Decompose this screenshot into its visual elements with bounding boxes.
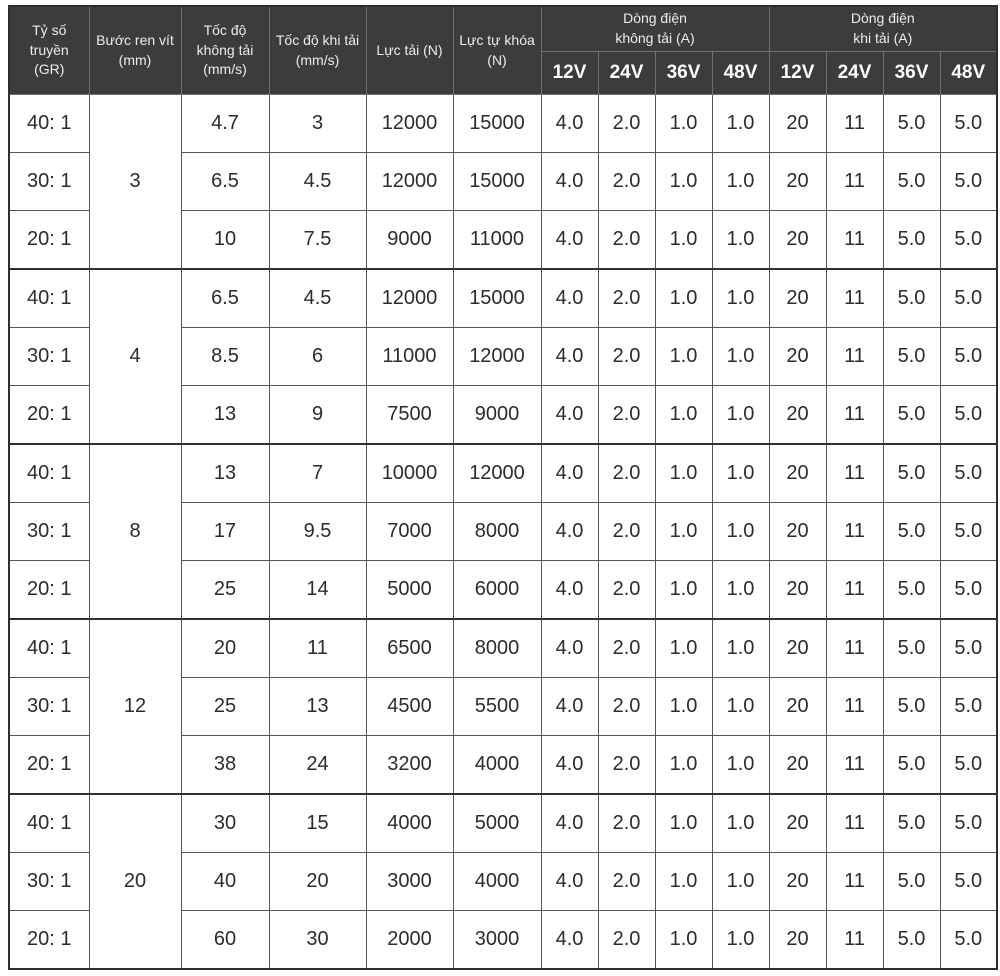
cell-no-load-speed: 38	[181, 736, 269, 795]
cell-self-lock-force: 8000	[453, 619, 541, 678]
cell-current: 4.0	[541, 95, 598, 153]
group-header-load-current	[769, 6, 997, 52]
cell-current: 2.0	[598, 794, 655, 853]
group-header-line: Dòng điện	[850, 10, 915, 27]
cell-current: 1.0	[655, 678, 712, 736]
cell-no-load-speed: 60	[181, 911, 269, 970]
cell-current: 4.0	[541, 736, 598, 795]
cell-current: 2.0	[598, 619, 655, 678]
cell-gear-ratio: 30: 1	[9, 853, 89, 911]
cell-current: 2.0	[598, 911, 655, 970]
cell-current: 5.0	[940, 153, 997, 211]
col-header-self-lock-force: Lực tự khóa (N)	[453, 6, 541, 95]
col-header-no-load-speed: Tốc độ không tải (mm/s)	[181, 6, 269, 95]
cell-current: 1.0	[712, 95, 769, 153]
cell-gear-ratio: 40: 1	[9, 95, 89, 153]
cell-current: 1.0	[655, 736, 712, 795]
cell-current: 4.0	[541, 853, 598, 911]
cell-current: 5.0	[940, 853, 997, 911]
cell-gear-ratio: 20: 1	[9, 736, 89, 795]
cell-load-speed: 7.5	[269, 211, 366, 270]
cell-current: 1.0	[655, 328, 712, 386]
cell-current: 1.0	[655, 95, 712, 153]
cell-current: 11	[826, 678, 883, 736]
cell-gear-ratio: 30: 1	[9, 503, 89, 561]
cell-current: 5.0	[940, 269, 997, 328]
cell-current: 2.0	[598, 153, 655, 211]
cell-current: 1.0	[712, 269, 769, 328]
cell-load-force: 12000	[366, 269, 453, 328]
cell-self-lock-force: 8000	[453, 503, 541, 561]
cell-no-load-speed: 8.5	[181, 328, 269, 386]
cell-current: 20	[769, 211, 826, 270]
cell-current: 2.0	[598, 503, 655, 561]
cell-current: 11	[826, 444, 883, 503]
cell-current: 1.0	[712, 794, 769, 853]
cell-current: 5.0	[940, 503, 997, 561]
table-row	[9, 269, 997, 328]
cell-self-lock-force: 15000	[453, 95, 541, 153]
cell-screw-pitch: 4	[89, 269, 181, 444]
volt-header-12v: 12V	[541, 52, 598, 95]
cell-current: 11	[826, 619, 883, 678]
cell-gear-ratio: 30: 1	[9, 153, 89, 211]
cell-load-force: 3000	[366, 853, 453, 911]
cell-current: 5.0	[883, 444, 940, 503]
cell-load-speed: 3	[269, 95, 366, 153]
cell-current: 1.0	[712, 736, 769, 795]
cell-current: 4.0	[541, 794, 598, 853]
cell-current: 20	[769, 736, 826, 795]
cell-current: 20	[769, 911, 826, 970]
volt-header-24v: 24V	[826, 52, 883, 95]
cell-current: 20	[769, 444, 826, 503]
cell-current: 4.0	[541, 386, 598, 445]
cell-current: 1.0	[655, 561, 712, 620]
cell-current: 2.0	[598, 444, 655, 503]
cell-current: 5.0	[940, 328, 997, 386]
cell-load-speed: 13	[269, 678, 366, 736]
cell-current: 1.0	[655, 911, 712, 970]
cell-current: 1.0	[655, 211, 712, 270]
cell-current: 20	[769, 503, 826, 561]
cell-current: 4.0	[541, 211, 598, 270]
volt-header-48v: 48V	[940, 52, 997, 95]
cell-load-force: 12000	[366, 95, 453, 153]
cell-current: 11	[826, 386, 883, 445]
cell-load-speed: 4.5	[269, 153, 366, 211]
cell-gear-ratio: 40: 1	[9, 444, 89, 503]
cell-self-lock-force: 12000	[453, 444, 541, 503]
cell-current: 5.0	[883, 911, 940, 970]
cell-load-speed: 30	[269, 911, 366, 970]
cell-load-force: 11000	[366, 328, 453, 386]
volt-header-24v: 24V	[598, 52, 655, 95]
cell-current: 4.0	[541, 269, 598, 328]
cell-self-lock-force: 9000	[453, 386, 541, 445]
cell-gear-ratio: 20: 1	[9, 561, 89, 620]
cell-current: 4.0	[541, 444, 598, 503]
group-header-line: không tải (A)	[615, 30, 695, 46]
cell-current: 1.0	[655, 444, 712, 503]
cell-current: 2.0	[598, 328, 655, 386]
cell-current: 5.0	[940, 561, 997, 620]
cell-gear-ratio: 40: 1	[9, 619, 89, 678]
cell-load-speed: 9.5	[269, 503, 366, 561]
cell-self-lock-force: 6000	[453, 561, 541, 620]
cell-load-force: 9000	[366, 211, 453, 270]
cell-load-force: 7500	[366, 386, 453, 445]
cell-current: 5.0	[883, 794, 940, 853]
cell-current: 20	[769, 794, 826, 853]
cell-screw-pitch: 3	[89, 95, 181, 270]
cell-current: 20	[769, 561, 826, 620]
cell-current: 2.0	[598, 386, 655, 445]
cell-current: 11	[826, 794, 883, 853]
cell-current: 1.0	[712, 619, 769, 678]
cell-self-lock-force: 4000	[453, 736, 541, 795]
cell-load-force: 10000	[366, 444, 453, 503]
cell-load-force: 4500	[366, 678, 453, 736]
cell-gear-ratio: 40: 1	[9, 269, 89, 328]
spec-table	[8, 5, 998, 970]
cell-current: 5.0	[883, 386, 940, 445]
cell-current: 5.0	[940, 386, 997, 445]
cell-current: 20	[769, 853, 826, 911]
col-header-gear-ratio: Tỷ số truyền (GR)	[9, 6, 89, 95]
cell-current: 20	[769, 153, 826, 211]
cell-current: 1.0	[712, 678, 769, 736]
cell-current: 5.0	[883, 678, 940, 736]
cell-self-lock-force: 15000	[453, 269, 541, 328]
cell-current: 5.0	[883, 211, 940, 270]
cell-no-load-speed: 25	[181, 561, 269, 620]
cell-load-speed: 14	[269, 561, 366, 620]
cell-current: 1.0	[655, 386, 712, 445]
cell-current: 5.0	[940, 736, 997, 795]
cell-current: 11	[826, 736, 883, 795]
cell-current: 20	[769, 386, 826, 445]
cell-current: 2.0	[598, 211, 655, 270]
cell-load-force: 5000	[366, 561, 453, 620]
col-header-screw-pitch: Bước ren vít (mm)	[89, 6, 181, 95]
cell-current: 2.0	[598, 678, 655, 736]
cell-load-speed: 6	[269, 328, 366, 386]
cell-current: 4.0	[541, 328, 598, 386]
cell-current: 1.0	[712, 853, 769, 911]
cell-current: 11	[826, 211, 883, 270]
cell-current: 5.0	[940, 794, 997, 853]
cell-current: 1.0	[712, 503, 769, 561]
cell-current: 1.0	[655, 794, 712, 853]
cell-current: 4.0	[541, 911, 598, 970]
cell-no-load-speed: 20	[181, 619, 269, 678]
cell-self-lock-force: 15000	[453, 153, 541, 211]
cell-current: 11	[826, 561, 883, 620]
cell-load-force: 6500	[366, 619, 453, 678]
cell-self-lock-force: 11000	[453, 211, 541, 270]
cell-no-load-speed: 13	[181, 386, 269, 445]
cell-current: 5.0	[883, 95, 940, 153]
cell-self-lock-force: 4000	[453, 853, 541, 911]
cell-current: 5.0	[940, 911, 997, 970]
cell-current: 1.0	[712, 911, 769, 970]
cell-self-lock-force: 5000	[453, 794, 541, 853]
cell-load-force: 4000	[366, 794, 453, 853]
cell-current: 5.0	[940, 619, 997, 678]
cell-current: 11	[826, 269, 883, 328]
cell-current: 5.0	[883, 853, 940, 911]
cell-gear-ratio: 20: 1	[9, 386, 89, 445]
table-row	[9, 794, 997, 853]
cell-screw-pitch: 8	[89, 444, 181, 619]
cell-no-load-speed: 30	[181, 794, 269, 853]
table-row	[9, 95, 997, 153]
volt-header-36v: 36V	[883, 52, 940, 95]
cell-current: 5.0	[883, 153, 940, 211]
table-row	[9, 619, 997, 678]
cell-current: 5.0	[883, 736, 940, 795]
cell-current: 20	[769, 678, 826, 736]
cell-current: 1.0	[655, 503, 712, 561]
cell-load-speed: 9	[269, 386, 366, 445]
cell-current: 5.0	[940, 678, 997, 736]
cell-gear-ratio: 30: 1	[9, 678, 89, 736]
cell-current: 4.0	[541, 619, 598, 678]
cell-current: 2.0	[598, 95, 655, 153]
cell-no-load-speed: 40	[181, 853, 269, 911]
cell-load-force: 2000	[366, 911, 453, 970]
volt-header-48v: 48V	[712, 52, 769, 95]
cell-current: 2.0	[598, 561, 655, 620]
cell-no-load-speed: 10	[181, 211, 269, 270]
cell-screw-pitch: 20	[89, 794, 181, 969]
cell-load-force: 7000	[366, 503, 453, 561]
cell-current: 4.0	[541, 561, 598, 620]
cell-current: 2.0	[598, 269, 655, 328]
cell-load-speed: 24	[269, 736, 366, 795]
cell-current: 2.0	[598, 853, 655, 911]
cell-load-speed: 4.5	[269, 269, 366, 328]
cell-load-speed: 11	[269, 619, 366, 678]
cell-current: 2.0	[598, 736, 655, 795]
volt-header-12v: 12V	[769, 52, 826, 95]
cell-current: 20	[769, 269, 826, 328]
cell-screw-pitch: 12	[89, 619, 181, 794]
cell-current: 5.0	[883, 561, 940, 620]
cell-current: 1.0	[712, 444, 769, 503]
cell-gear-ratio: 30: 1	[9, 328, 89, 386]
cell-current: 4.0	[541, 153, 598, 211]
cell-no-load-speed: 25	[181, 678, 269, 736]
cell-self-lock-force: 3000	[453, 911, 541, 970]
cell-current: 4.0	[541, 678, 598, 736]
cell-current: 1.0	[712, 153, 769, 211]
cell-gear-ratio: 40: 1	[9, 794, 89, 853]
cell-current: 11	[826, 95, 883, 153]
cell-no-load-speed: 4.7	[181, 95, 269, 153]
cell-current: 11	[826, 153, 883, 211]
cell-current: 5.0	[940, 95, 997, 153]
cell-gear-ratio: 20: 1	[9, 911, 89, 970]
cell-load-speed: 20	[269, 853, 366, 911]
cell-load-speed: 15	[269, 794, 366, 853]
cell-current: 20	[769, 619, 826, 678]
cell-current: 11	[826, 853, 883, 911]
col-header-load-force: Lực tải (N)	[366, 6, 453, 95]
cell-current: 5.0	[940, 444, 997, 503]
cell-no-load-speed: 17	[181, 503, 269, 561]
cell-current: 5.0	[883, 269, 940, 328]
volt-header-36v: 36V	[655, 52, 712, 95]
cell-self-lock-force: 5500	[453, 678, 541, 736]
cell-current: 1.0	[655, 153, 712, 211]
cell-current: 1.0	[655, 269, 712, 328]
cell-current: 4.0	[541, 503, 598, 561]
cell-current: 1.0	[712, 561, 769, 620]
cell-current: 5.0	[883, 328, 940, 386]
cell-current: 1.0	[712, 211, 769, 270]
group-header-no-load-current	[541, 6, 769, 52]
cell-no-load-speed: 13	[181, 444, 269, 503]
cell-load-speed: 7	[269, 444, 366, 503]
cell-current: 1.0	[655, 619, 712, 678]
cell-current: 5.0	[940, 211, 997, 270]
cell-load-force: 3200	[366, 736, 453, 795]
cell-current: 20	[769, 328, 826, 386]
cell-no-load-speed: 6.5	[181, 269, 269, 328]
table-row	[9, 444, 997, 503]
cell-current: 5.0	[883, 503, 940, 561]
cell-self-lock-force: 12000	[453, 328, 541, 386]
cell-current: 1.0	[655, 853, 712, 911]
cell-current: 1.0	[712, 386, 769, 445]
cell-current: 11	[826, 911, 883, 970]
cell-gear-ratio: 20: 1	[9, 211, 89, 270]
group-header-line: Dòng điện	[623, 10, 687, 27]
cell-current: 20	[769, 95, 826, 153]
group-header-line: khi tải (A)	[853, 30, 913, 46]
cell-current: 5.0	[883, 619, 940, 678]
cell-current: 11	[826, 503, 883, 561]
cell-no-load-speed: 6.5	[181, 153, 269, 211]
cell-current: 11	[826, 328, 883, 386]
cell-current: 1.0	[712, 328, 769, 386]
col-header-load-speed: Tốc độ khi tải (mm/s)	[269, 6, 366, 95]
cell-load-force: 12000	[366, 153, 453, 211]
